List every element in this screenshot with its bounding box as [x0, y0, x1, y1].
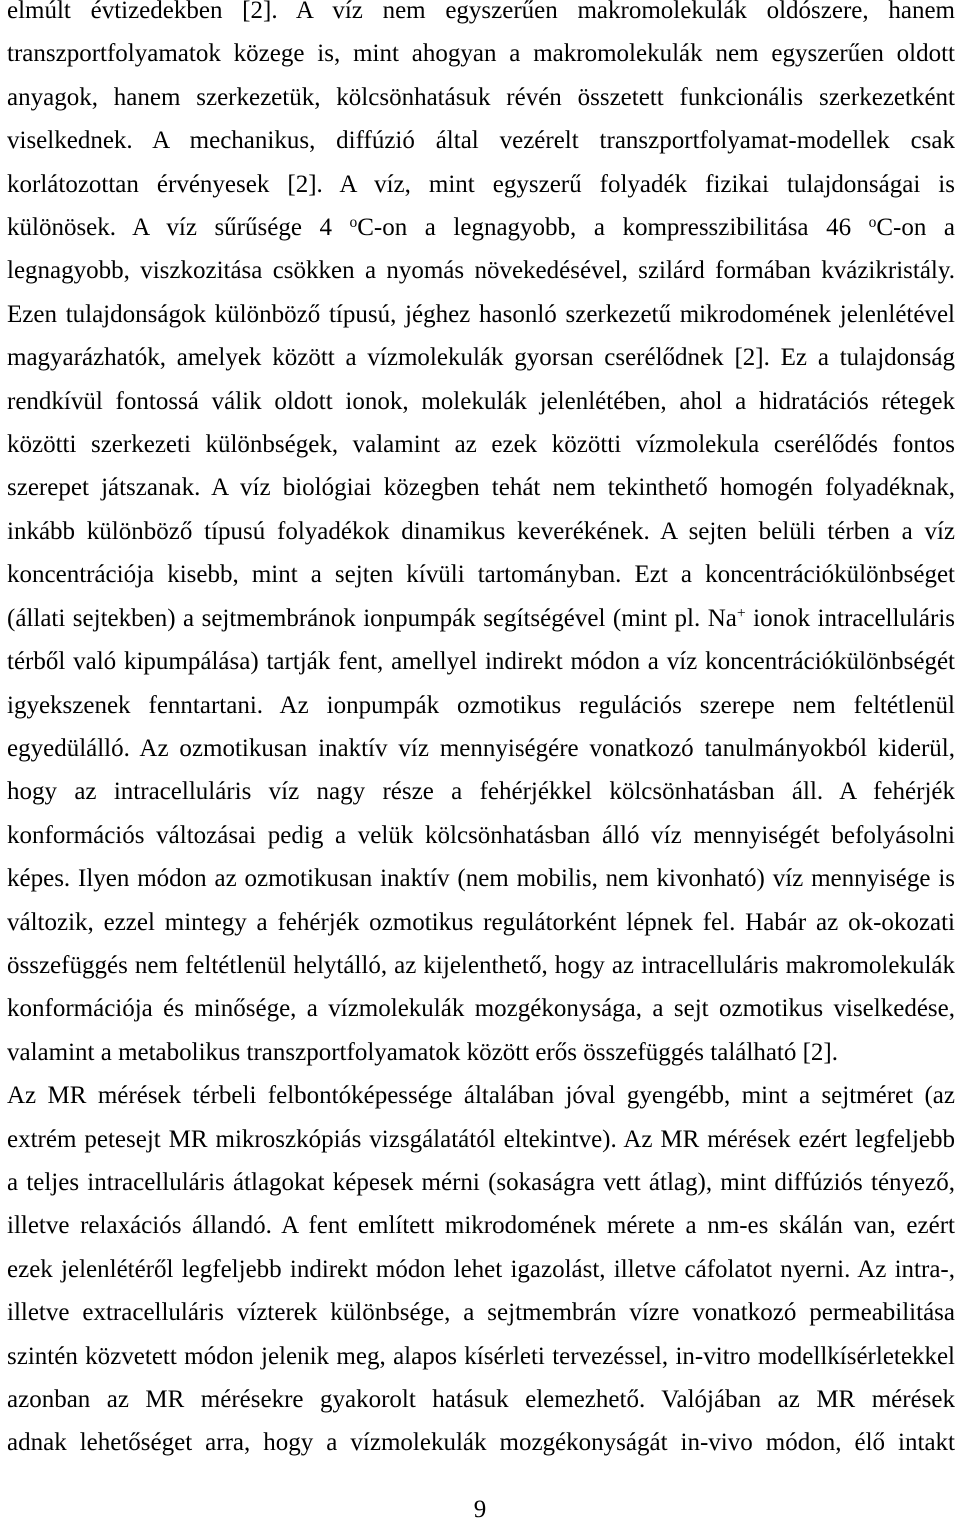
text-line: legnagyobb, viszkozitása csökken a nyomás növekedésével, szilárd formában kvázikristály.: [7, 257, 955, 285]
text-line: a teljes intracelluláris átlagokat képesek mérni (sokaságra vett átlag), mint diffúziós tényező,: [7, 1168, 955, 1196]
text-line: adnak lehetőséget arra, hogy a vízmolekulák mozgékonyságát in-vivo módon, élő intakt: [7, 1429, 955, 1457]
text-line: változik, ezzel mintegy a fehérjék ozmotikus regulátorként lépnek fel. Habár az ok-okozati: [7, 908, 955, 936]
text-line: hogy az intracelluláris víz nagy része a fehérjékkel kölcsönhatásban áll. A fehérjék: [7, 778, 955, 806]
body-text: [7, 0, 955, 1465]
text-segment: különösek. A víz sűrűsége 4: [7, 214, 350, 242]
text-line: azonban az MR mérésekre gyakorolt hatásuk elemezhető. Valójában az MR mérések: [7, 1386, 955, 1413]
text-segment: C-on a legnagyobb, a kompresszibilitása 46: [357, 214, 869, 242]
text-line: Az MR mérések térbeli felbontóképessége általában jóval gyengébb, mint a sejtméret (az: [7, 1082, 955, 1110]
text-line: rendkívül fontossá válik oldott ionok, molekulák jelenlétében, ahol a hidratációs rétegek: [7, 387, 955, 415]
text-line: Ezen tulajdonságok különböző típusú, jéghez hasonló szerkezetű mikrodomének jelenlétével: [7, 300, 955, 328]
text-segment: C-on a: [876, 214, 955, 242]
text-line: [7, 206, 955, 249]
text-line: közötti szerkezeti különbségek, valamint az ezek közötti vízmolekula cserélődés fontos: [7, 431, 955, 459]
text-line: korlátozottan érvényesek [2]. A víz, mint egyszerű folyadék fizikai tulajdonságai is: [7, 170, 955, 198]
degree-superscript: o: [868, 213, 877, 231]
text-line: igyekszenek fenntartani. Az ionpumpák ozmotikus regulációs szerepe nem feltétlenül: [7, 691, 955, 719]
paragraph: [7, 1074, 955, 1465]
text-line: magyarázhatók, amelyek között a vízmolekulák gyorsan cserélődnek [2]. Ez a tulajdonság: [7, 344, 955, 372]
text-line: konformációs változásai pedig a velük kölcsönhatásban álló víz mennyiségét befolyásolni: [7, 821, 955, 849]
text-segment: (állati sejtekben) a sejtmembránok ionpumpák segítségével (mint pl. Na: [7, 604, 737, 632]
text-line: illetve extracelluláris vízterek különbsége, a sejtmembrán vízre vonatkozó permeabilitása: [7, 1299, 955, 1327]
page-number: 9: [473, 1496, 487, 1523]
text-line: illetve relaxációs állandó. A fent említett mikrodomének mérete a nm-es skálán van, ezért: [7, 1212, 955, 1240]
text-line: elmúlt évtizedekben [2]. A víz nem egyszerűen makromolekulák oldószere, hanem: [7, 0, 955, 24]
text-line: egyedülálló. Az ozmotikusan inaktív víz mennyiségére vonatkozó tanulmányokból kiderül,: [7, 734, 955, 762]
paragraph: [7, 0, 955, 1074]
text-line: konformációja és minősége, a vízmolekulák mozgékonysága, a sejt ozmotikus viselkedése,: [7, 995, 955, 1023]
text-line: extrém petesejt MR mikroszkópiás vizsgálatától eltekintve). Az MR mérések ezért legfeljebb: [7, 1125, 955, 1153]
text-line: összefüggés nem feltétlenül helytálló, az kijelenthető, hogy az intracelluláris makromolekulák: [7, 951, 955, 979]
text-line: [7, 597, 955, 640]
text-line: transzportfolyamatok közege is, mint ahogyan a makromolekulák nem egyszerűen oldott: [7, 40, 955, 68]
text-line: ezek jelenlétéről legfeljebb indirekt módon lehet igazolást, illetve cáfolatot nyerni. Az intra-,: [7, 1255, 955, 1283]
text-line: térből való kipumpálása) tartják fent, amellyel indirekt módon a víz koncentrációkülönbségét: [7, 648, 955, 676]
charge-superscript: +: [736, 604, 746, 622]
text-line: anyagok, hanem szerkezetük, kölcsönhatásuk révén összetett funkcionális szerkezetként: [7, 83, 955, 111]
text-line: szintén közvetett módon jelenik meg, alapos kísérleti tervezéssel, in-vitro modellkísérletekkel: [7, 1342, 955, 1370]
degree-superscript: o: [349, 213, 358, 231]
text-segment: ionok intracelluláris: [745, 604, 955, 632]
text-line: inkább különböző típusú folyadékok dinamikus keverékének. A sejten belüli térben a víz: [7, 517, 955, 545]
text-line: képes. Ilyen módon az ozmotikusan inaktív (nem mobilis, nem kivonható) víz mennyisége is: [7, 865, 955, 893]
text-line: szerepet játszanak. A víz biológiai közegben tehát nem tekinthető homogén folyadéknak,: [7, 474, 955, 502]
text-line: viselkednek. A mechanikus, diffúzió által vezérelt transzportfolyamat-modellek csak: [7, 127, 955, 155]
text-line: valamint a metabolikus transzportfolyamatok között erős összefüggés található [2].: [7, 1038, 839, 1066]
text-line: koncentrációja kisebb, mint a sejten kívüli tartományban. Ezt a koncentrációkülönbséget: [7, 561, 955, 589]
